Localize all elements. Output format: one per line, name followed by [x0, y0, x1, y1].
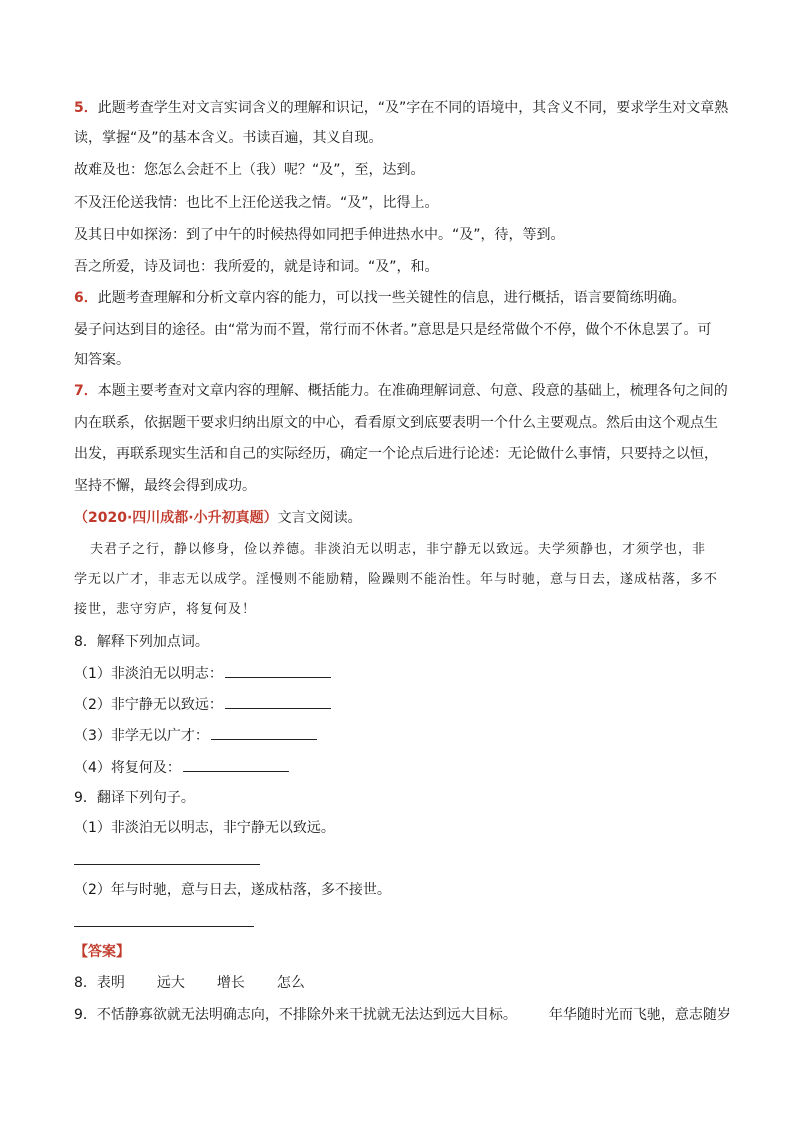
q8-item-4: （4）将复何及：	[74, 757, 289, 778]
q5-example-4: 吾之所爱，诗及词也：我所爱的，就是诗和词。“及”，和。	[74, 259, 439, 275]
q7-line-4: 坚持不懈，最终会得到成功。	[74, 478, 256, 494]
q7-line-2: 内在联系，依据题干要求归纳出原文的中心，看看原文到底要表明一个什么主要观点。然后由这个观点生	[74, 415, 718, 431]
q8-number: 8．	[74, 634, 97, 650]
q8-prompt: 8．解释下列加点词。	[74, 634, 209, 650]
q9-item-1: （1）非淡泊无以明志，非宁静无以致远。	[74, 820, 335, 836]
q8-item-2: （2）非宁静无以致远：	[74, 694, 331, 715]
passage-line-2: 学无以广才，非志无以成学。淫慢则不能励精，险躁则不能治性。年与时驰，意与日去，遂成枯落，多不	[74, 572, 719, 587]
answer-9: 9．不恬静寡欲就无法明确志向，不排除外来干扰就无法达到远大目标。 年华随时光而飞驰，意志随岁	[74, 1007, 731, 1023]
answer-title: 【答案】	[74, 944, 130, 960]
answer-blank[interactable]	[225, 663, 331, 678]
q7-number: 7．	[74, 383, 98, 399]
answer-blank[interactable]	[211, 725, 317, 740]
q7-line-1: 7．本题主要考查对文章内容的理解、概括能力。在准确理解词意、句意、段意的基础上，梳理各句之间的	[74, 383, 728, 399]
passage-line-3: 接世，悲守穷庐，将复何及！	[74, 602, 257, 617]
source-line	[74, 508, 362, 528]
q9-item-2: （2）年与时驰，意与日去，遂成枯落，多不接世。	[74, 882, 391, 898]
q5-example-3: 及其日中如探汤：到了中午的时候热得如同把手伸进热水中。“及”，待，等到。	[74, 227, 565, 243]
q6-number: 6．	[74, 290, 98, 306]
answer-blank[interactable]	[183, 757, 289, 772]
q8-item-3: （3）非学无以广才：	[74, 725, 317, 746]
q6-line-3: 知答案。	[74, 352, 130, 368]
q7-line-3: 出发，再联系现实生活和自己的实际经历，确定一个论点后进行论述：无论做什么事情，只要持之以恒，	[74, 446, 718, 462]
q6-line-2: 晏子问达到目的途径。由“常为而不置，常行而不休者。”意思是只是经常做个不停，做个不休息罢了。可	[74, 322, 712, 338]
source-tag: （2020·四川成都·小升初真题）	[74, 510, 278, 526]
q5-line-1: 5．此题考查学生对文言实词含义的理解和识记，“及”字在不同的语境中，其含义不同，要求学生对文章熟	[74, 100, 729, 116]
answer-line[interactable]	[74, 864, 260, 865]
q5-example-1: 故难及也：您怎么会赶不上（我）呢？“及”，至，达到。	[74, 162, 425, 178]
q5-number: 5．	[74, 100, 98, 116]
source-text: 文言文阅读。	[277, 510, 362, 526]
passage-line-1: 夫君子之行，静以修身，俭以养德。非淡泊无以明志，非宁静无以致远。夫学须静也，才须学也，非	[90, 542, 707, 557]
q5-example-2: 不及汪伦送我情：也比不上汪伦送我之情。“及”，比得上。	[74, 195, 439, 211]
answer-blank[interactable]	[225, 694, 331, 709]
answer-8: 8．表明 远大 增长 怎么	[74, 975, 305, 991]
q5-line-2: 读，掌握“及”的基本含义。书读百遍，其义自现。	[74, 130, 383, 146]
q6-line-1: 6．此题考查理解和分析文章内容的能力，可以找一些关键性的信息，进行概括，语言要简练明确。	[74, 290, 686, 306]
q8-item-1: （1）非淡泊无以明志：	[74, 663, 331, 684]
answer-line[interactable]	[74, 926, 254, 927]
q9-number: 9．	[74, 790, 97, 806]
q9-prompt: 9．翻译下列句子。	[74, 790, 195, 806]
